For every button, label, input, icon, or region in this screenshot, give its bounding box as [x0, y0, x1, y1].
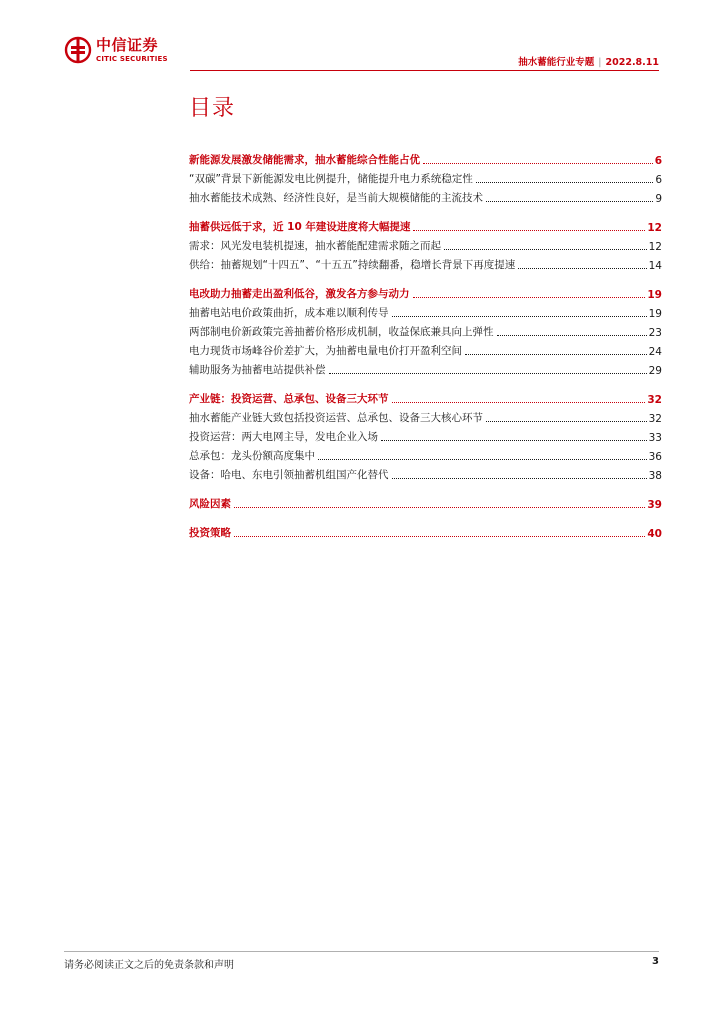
dot-leader	[413, 297, 646, 298]
toc-chapter-entry[interactable]	[189, 148, 662, 167]
footer-rule	[64, 951, 659, 952]
toc-subsection-entry-page: 24	[648, 346, 662, 358]
dot-leader	[318, 459, 647, 460]
toc-chapter-entry-label: 抽蓄供远低于求，近 10 年建设进度将大幅提速	[189, 221, 411, 233]
toc-subsection-entry[interactable]	[189, 186, 662, 205]
report-type: 抽水蓄能行业专题	[518, 57, 595, 68]
toc-section	[189, 215, 662, 272]
toc-section	[189, 492, 662, 511]
toc-chapter-entry-label: 新能源发展激发储能需求，抽水蓄能综合性能占优	[189, 154, 420, 166]
header-separator: |	[598, 57, 602, 68]
toc-subsection-entry[interactable]	[189, 358, 662, 377]
toc-section	[189, 521, 662, 540]
header-report-info	[518, 54, 659, 68]
dot-leader	[486, 201, 653, 202]
toc-subsection-entry-page: 32	[648, 413, 662, 425]
dot-leader	[423, 163, 653, 164]
toc-subsection-entry-page: 23	[648, 327, 662, 339]
toc-subsection-entry[interactable]	[189, 167, 662, 186]
toc-subsection-entry-page: 36	[648, 451, 662, 463]
toc-subsection-entry-label: 投资运营：两大电网主导，发电企业入场	[189, 431, 378, 443]
toc-subsection-entry-page: 6	[655, 174, 662, 186]
toc-subsection-entry-label: 抽水蓄能技术成熟、经济性良好，是当前大规模储能的主流技术	[189, 192, 483, 204]
toc-subsection-entry-label: 总承包：龙头份额高度集中	[189, 450, 315, 462]
dot-leader	[497, 335, 647, 336]
toc-subsection-entry[interactable]	[189, 339, 662, 358]
toc-subsection-entry-page: 9	[655, 193, 662, 205]
toc-subsection-entry[interactable]	[189, 463, 662, 482]
dot-leader	[465, 354, 647, 355]
toc-subsection-entry-page: 12	[648, 241, 662, 253]
toc-subsection-entry-label: 需求：风光发电装机提速，抽水蓄能配建需求随之而起	[189, 240, 441, 252]
toc-subsection-entry-label: 电力现货市场峰谷价差扩大，为抽蓄电量电价打开盈利空间	[189, 345, 462, 357]
dot-leader	[234, 507, 645, 508]
table-of-contents	[189, 148, 662, 550]
toc-subsection-entry-label: 抽蓄电站电价政策曲折，成本难以顺利传导	[189, 307, 389, 319]
toc-section	[189, 387, 662, 482]
footer-disclaimer: 请务必阅读正文之后的免责条款和声明	[64, 960, 234, 971]
dot-leader	[476, 182, 653, 183]
citic-logo	[64, 36, 168, 64]
dot-leader	[413, 230, 645, 231]
toc-subsection-entry-label: 两部制电价新政策完善抽蓄价格形成机制，收益保底兼具向上弹性	[189, 326, 494, 338]
dot-leader	[486, 421, 647, 422]
toc-chapter-entry-page: 32	[647, 394, 662, 406]
toc-chapter-entry-label: 产业链：投资运营、总承包、设备三大环节	[189, 393, 389, 405]
toc-chapter-entry-page: 39	[647, 499, 662, 511]
toc-section	[189, 282, 662, 377]
toc-chapter-entry[interactable]	[189, 215, 662, 234]
dot-leader	[392, 402, 646, 403]
toc-subsection-entry-page: 33	[648, 432, 662, 444]
citic-logo-icon	[64, 36, 92, 64]
toc-chapter-entry-page: 19	[647, 289, 662, 301]
toc-chapter-entry-page: 6	[654, 155, 662, 167]
toc-subsection-entry[interactable]	[189, 425, 662, 444]
logo-english-name: CITIC SECURITIES	[96, 54, 168, 63]
page-header	[0, 0, 724, 75]
toc-section	[189, 148, 662, 205]
toc-subsection-entry-page: 29	[648, 365, 662, 377]
toc-subsection-entry[interactable]	[189, 406, 662, 425]
toc-chapter-entry-label: 电改助力抽蓄走出盈利低谷，激发各方参与动力	[189, 288, 410, 300]
dot-leader	[234, 536, 645, 537]
toc-chapter-entry-label: 投资策略	[189, 527, 231, 539]
toc-subsection-entry[interactable]	[189, 444, 662, 463]
dot-leader	[392, 316, 647, 317]
footer-page-number: 3	[652, 956, 659, 967]
toc-subsection-entry[interactable]	[189, 320, 662, 339]
toc-chapter-entry[interactable]	[189, 521, 662, 540]
toc-subsection-entry-label: 抽水蓄能产业链大致包括投资运营、总承包、设备三大核心环节	[189, 412, 483, 424]
toc-subsection-entry[interactable]	[189, 253, 662, 272]
toc-subsection-entry-page: 38	[648, 470, 662, 482]
toc-subsection-entry-label: 供给：抽蓄规划“十四五”、“十五五”持续翻番，稳增长背景下再度提速	[189, 259, 516, 271]
toc-chapter-entry-page: 40	[647, 528, 662, 540]
toc-heading: 目录	[189, 96, 236, 121]
dot-leader	[392, 478, 647, 479]
toc-subsection-entry-label: 辅助服务为抽蓄电站提供补偿	[189, 364, 326, 376]
logo-chinese-name: 中信证券	[96, 35, 159, 54]
toc-chapter-entry-page: 12	[647, 222, 662, 234]
toc-subsection-entry-label: 设备：哈电、东电引领抽蓄机组国产化替代	[189, 469, 389, 481]
dot-leader	[444, 249, 647, 250]
toc-subsection-entry[interactable]	[189, 301, 662, 320]
toc-chapter-entry[interactable]	[189, 282, 662, 301]
dot-leader	[329, 373, 647, 374]
toc-subsection-entry-label: “双碳”背景下新能源发电比例提升，储能提升电力系统稳定性	[189, 173, 473, 185]
dot-leader	[518, 268, 646, 269]
toc-chapter-entry-label: 风险因素	[189, 498, 231, 510]
toc-subsection-entry-page: 19	[648, 308, 662, 320]
toc-subsection-entry-page: 14	[648, 260, 662, 272]
report-date: 2022.8.11	[605, 57, 659, 68]
header-rule	[190, 70, 659, 71]
dot-leader	[381, 440, 647, 441]
toc-chapter-entry[interactable]	[189, 387, 662, 406]
toc-subsection-entry[interactable]	[189, 234, 662, 253]
toc-chapter-entry[interactable]	[189, 492, 662, 511]
